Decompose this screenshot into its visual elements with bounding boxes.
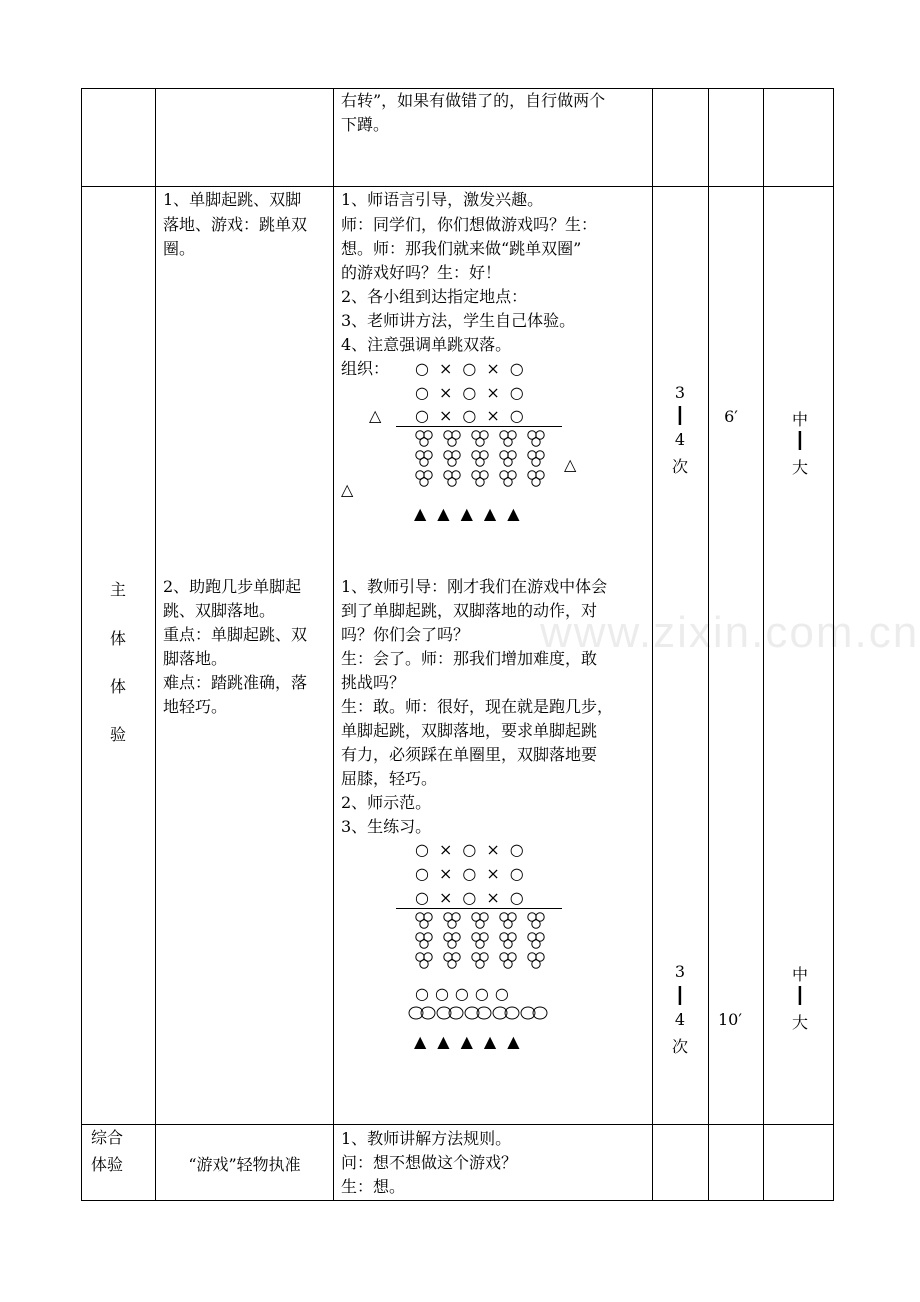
part1-method-line: 师：同学们，你们想做游戏吗？生： xyxy=(341,215,598,234)
part2-times: ┃ xyxy=(675,986,685,1005)
category-char: 主 xyxy=(109,580,126,599)
part1-duration: 6′ xyxy=(724,407,738,426)
student-group-icon xyxy=(528,451,544,466)
formation2-single-circles: ○○○○○ xyxy=(415,984,515,1003)
teacher-triangle-icon: △ xyxy=(369,406,382,425)
part1-method-line: 组织： xyxy=(341,359,390,378)
part2-method-line: 有力，必须踩在单圈里，双脚落地要 xyxy=(341,745,598,764)
part2-method-line: 2、师示范。 xyxy=(341,793,432,812)
part2-method-line: 生：会了。师：那我们增加难度，敢 xyxy=(341,649,598,668)
student-group-icon xyxy=(416,431,432,446)
double-ring-icon xyxy=(493,1007,519,1019)
part1-times: ┃ xyxy=(675,406,685,425)
formation2-row: ○×○×○ xyxy=(415,840,534,859)
part1-content-line: 1、单脚起跳、双脚 xyxy=(163,190,302,209)
part1-intensity: ┃ xyxy=(795,431,805,450)
student-group-svg xyxy=(412,428,552,490)
part1-method-line: 想。师：那我们就来做“跳单双圈” xyxy=(341,239,582,258)
formation1-row: ○×○×○ xyxy=(415,359,534,378)
formation1-row: ○×○×○ xyxy=(415,406,534,425)
student-group-icon xyxy=(500,471,516,486)
student-group-icon xyxy=(444,933,460,948)
formation2-clovers xyxy=(412,910,552,972)
formation2-line xyxy=(396,908,562,909)
part2-method-line: 屈膝，轻巧。 xyxy=(341,769,438,788)
part1-method-line: 4、注意强调单跳双落。 xyxy=(341,335,512,354)
part1-intensity: 中 xyxy=(791,410,808,429)
formation1-clovers xyxy=(412,428,552,490)
student-group-icon xyxy=(472,953,488,968)
student-group-icon xyxy=(444,913,460,928)
part2-content-line: 2、助跑几步单脚起 xyxy=(163,577,302,596)
formation1-line xyxy=(396,426,562,427)
part1-intensity: 大 xyxy=(791,458,808,477)
part2-method-line: 生：敢。师：很好，现在就是跑几步， xyxy=(341,697,614,716)
part2-times: 4 xyxy=(674,1010,686,1029)
student-group-icon xyxy=(528,933,544,948)
student-group-icon xyxy=(500,913,516,928)
table-row-divider-2 xyxy=(81,1124,834,1125)
student-group-icon xyxy=(416,471,432,486)
student-group-icon xyxy=(500,431,516,446)
formation2-double-circles xyxy=(408,1005,560,1021)
student-group-icon xyxy=(444,451,460,466)
formation2-triangles: ▲▲▲▲▲ xyxy=(414,1032,531,1051)
student-group-icon xyxy=(500,451,516,466)
student-group-icon xyxy=(500,933,516,948)
part2-times: 3 xyxy=(674,962,686,981)
part2-method-line: 3、生练习。 xyxy=(341,817,432,836)
teacher-triangle-icon: △ xyxy=(341,480,354,499)
student-group-icon xyxy=(416,451,432,466)
table-col-divider-1 xyxy=(155,88,156,1201)
double-ring-icon xyxy=(409,1007,435,1019)
student-group-icon xyxy=(472,451,488,466)
part1-method-line: 的游戏好吗？生：好！ xyxy=(341,263,502,282)
part2-times: 次 xyxy=(671,1037,688,1056)
student-group-icon xyxy=(472,471,488,486)
part1-method-line: 3、老师讲方法，学生自己体验。 xyxy=(341,311,576,330)
student-group-icon xyxy=(528,913,544,928)
table-row-divider-1 xyxy=(81,186,834,187)
top-method-line: 下蹲。 xyxy=(341,115,390,134)
formation1-row: ○×○×○ xyxy=(415,383,534,402)
student-group-icon xyxy=(528,471,544,486)
part2-method-line: 1、教师引导：刚才我们在游戏中体会 xyxy=(341,577,608,596)
student-group-icon xyxy=(444,953,460,968)
teacher-triangle-icon: △ xyxy=(564,455,577,474)
student-group-icon xyxy=(528,431,544,446)
part1-times: 4 xyxy=(674,430,686,449)
category-char: 体 xyxy=(109,629,126,648)
double-rings-svg xyxy=(408,1005,560,1021)
part1-content-line: 落地、游戏：跳单双 xyxy=(163,215,308,234)
part1-method-line: 2、各小组到达指定地点： xyxy=(341,287,528,306)
formation2-row: ○×○×○ xyxy=(415,864,534,883)
student-group-icon xyxy=(416,913,432,928)
double-ring-icon xyxy=(437,1007,463,1019)
part1-times: 3 xyxy=(674,383,686,402)
part1-times: 次 xyxy=(671,457,688,476)
part2-method-line: 挑战吗？ xyxy=(341,673,406,692)
watermark: www.zixin.com.cn xyxy=(540,608,920,657)
part2-method-line: 吗？你们会了吗？ xyxy=(341,625,470,644)
category-char: 体 xyxy=(109,677,126,696)
top-method-line: 右转”，如果有做错了的，自行做两个 xyxy=(341,91,606,110)
part2-intensity: 大 xyxy=(791,1013,808,1032)
bottom-method-line: 问：想不想做这个游戏？ xyxy=(341,1153,518,1172)
part1-content-line: 圈。 xyxy=(163,239,196,258)
table-col-divider-2 xyxy=(333,88,334,1201)
part2-duration: 10′ xyxy=(718,1010,742,1029)
formation1-triangles: ▲▲▲▲▲ xyxy=(414,504,531,523)
part2-content-line: 地轻巧。 xyxy=(163,697,228,716)
student-group-icon xyxy=(472,933,488,948)
student-group-icon xyxy=(472,913,488,928)
student-group-icon xyxy=(528,953,544,968)
bottom-category-line: 体验 xyxy=(91,1155,124,1174)
double-ring-icon xyxy=(521,1007,547,1019)
part2-content-line: 重点：单脚起跳、双 xyxy=(163,625,308,644)
part2-content-line: 跳、双脚落地。 xyxy=(163,601,276,620)
part2-intensity: 中 xyxy=(791,965,808,984)
student-group-icon xyxy=(444,471,460,486)
student-group-icon xyxy=(500,953,516,968)
part2-content-line: 脚落地。 xyxy=(163,649,228,668)
student-group-icon xyxy=(444,431,460,446)
table-border-left xyxy=(81,88,82,1201)
part1-method-line: 1、师语言引导，激发兴趣。 xyxy=(341,190,544,209)
part2-intensity: ┃ xyxy=(795,986,805,1005)
formation2-row: ○×○×○ xyxy=(415,888,534,907)
bottom-method-line: 1、教师讲解方法规则。 xyxy=(341,1129,512,1148)
student-group-svg xyxy=(412,910,552,972)
student-group-icon xyxy=(416,933,432,948)
part2-content-line: 难点：踏跳准确，落 xyxy=(163,673,308,692)
part2-method-line: 单脚起跳，双脚落地，要求单脚起跳 xyxy=(341,721,598,740)
student-group-icon xyxy=(472,431,488,446)
bottom-content: “游戏”轻物执准 xyxy=(188,1155,301,1174)
double-ring-icon xyxy=(465,1007,491,1019)
part2-method-line: 到了单脚起跳，双脚落地的动作，对 xyxy=(341,601,598,620)
table-border-bottom xyxy=(81,1200,834,1201)
student-group-icon xyxy=(416,953,432,968)
bottom-category-line: 综合 xyxy=(91,1128,124,1147)
bottom-method-line: 生：想。 xyxy=(341,1177,406,1196)
category-char: 验 xyxy=(109,725,126,744)
